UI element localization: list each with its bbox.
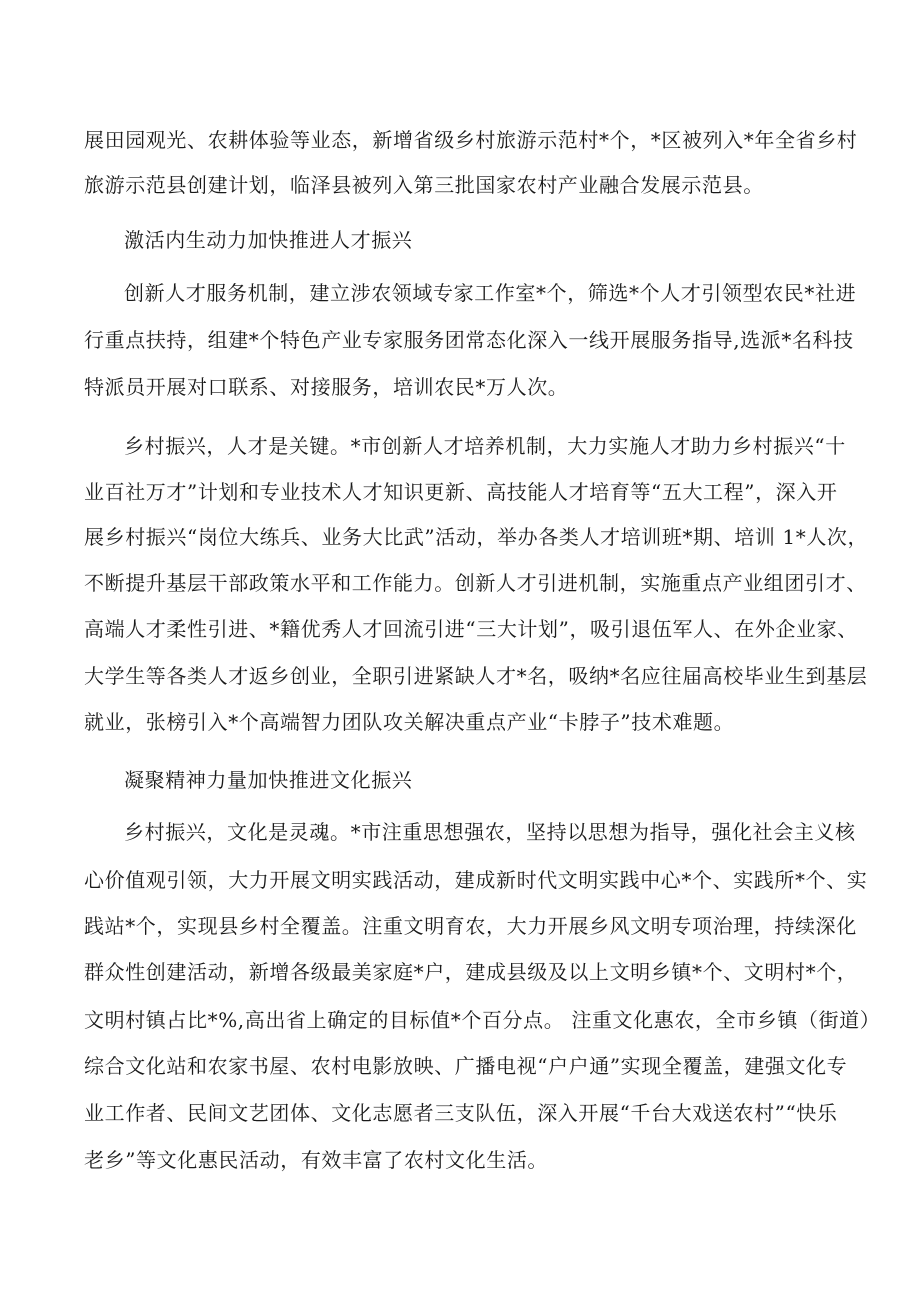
paragraph-line: 不断提升基层干部政策水平和工作能力。创新人才引进机制，实施重点产业组团引才、: [84, 571, 867, 595]
paragraph-line: 心价值观引领，大力开展文明实践活动，建成新时代文明实践中心*个、实践所*个、实: [84, 868, 868, 892]
paragraph-line: 大学生等各类人才返乡创业，全职引进紧缺人才*名，吸纳*名应往届高校毕业生到基层: [84, 664, 868, 688]
paragraph-line: 行重点扶持，组建*个特色产业专家服务团常态化深入一线开展服务指导,选派*名科技: [84, 328, 854, 352]
paragraph-line: 就业，张榜引入*个高端智力团队攻关解决重点产业“卡脖子”技术难题。: [84, 710, 735, 734]
paragraph-line: 群众性创建活动，新增各级最美家庭*户，建成县级及以上文明乡镇*个、文明村*个，: [84, 960, 858, 984]
paragraph-line: 综合文化站和农家书屋、农村电影放映、广播电视“户户通”实现全覆盖，建强文化专: [84, 1054, 848, 1078]
paragraph-line: 业工作者、民间文艺团体、文化志愿者三支队伍，深入开展“千台大戏送农村”“快乐: [84, 1101, 838, 1125]
paragraph-line: 业百社万才”计划和专业技术人才知识更新、高技能人才培育等“五大工程”，深入开: [84, 480, 838, 504]
paragraph-line: 特派员开展对口联系、对接服务，培训农民*万人次。: [84, 375, 569, 399]
paragraph-line: 展田园观光、农耕体验等业态，新增省级乡村旅游示范村*个，*区被列入*年全省乡村: [84, 128, 858, 152]
paragraph-line: 旅游示范县创建计划，临泽县被列入第三批国家农村产业融合发展示范县。: [84, 173, 764, 197]
section-heading-culture: 凝聚精神力量加快推进文化振兴: [124, 768, 413, 792]
paragraph-line: 展乡村振兴“岗位大练兵、业务大比武”活动，举办各类人才培训班*期、培训 1*人次，: [84, 525, 869, 549]
paragraph-line: 文明村镇占比*%,高出省上确定的目标值*个百分点。 注重文化惠农，全市乡镇（街道）: [84, 1008, 881, 1032]
paragraph-line: 老乡”等文化惠民活动，有效丰富了农村文化生活。: [84, 1148, 549, 1172]
section-heading-talent: 激活内生动力加快推进人才振兴: [124, 228, 413, 252]
paragraph-line: 乡村振兴，人才是关键。*市创新人才培养机制，大力实施人才助力乡村振兴“十: [124, 434, 846, 458]
paragraph-line: 践站*个，实现县乡村全覆盖。注重文明育农，大力开展乡风文明专项治理，持续深化: [84, 914, 857, 938]
paragraph-line: 高端人才柔性引进、*籍优秀人才回流引进“三大计划”，吸引退伍军人、在外企业家、: [84, 617, 858, 641]
paragraph-line: 创新人才服务机制，建立涉农领域专家工作室*个，筛选*个人才引领型农民*社进: [124, 281, 857, 305]
paragraph-line: 乡村振兴，文化是灵魂。*市注重思想强农，坚持以思想为指导，强化社会主义核: [124, 820, 856, 844]
